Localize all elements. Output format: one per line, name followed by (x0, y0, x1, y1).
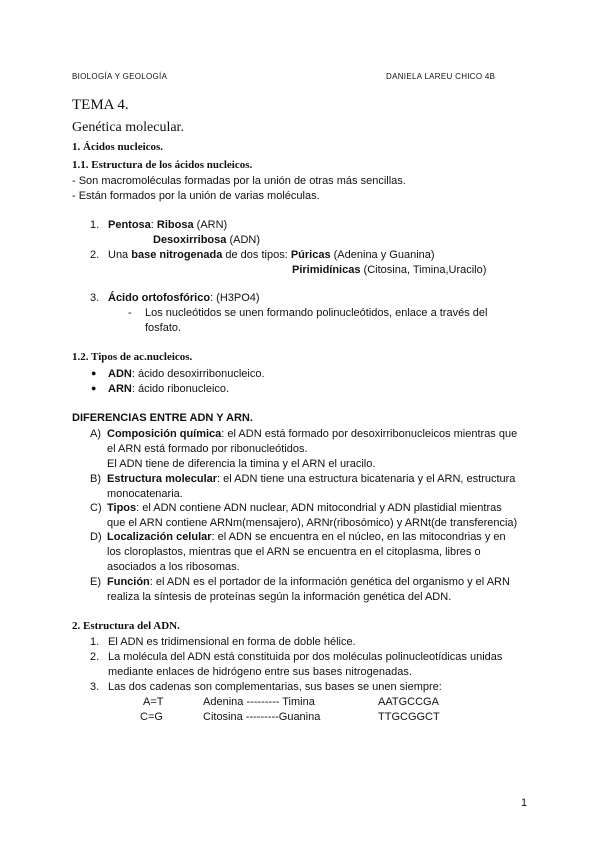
list-number: 1. (90, 219, 100, 231)
sequence-2: TTGCGGCT (378, 711, 440, 723)
diff-d-line-3: asociados a los ribosomas. (107, 561, 240, 573)
intro-line-2: - Están formados por la unión de varias moléculas. (72, 190, 320, 202)
diff-letter-e: E) (90, 576, 101, 588)
term-base-nitrogenada: base nitrogenada (131, 249, 223, 261)
header-subject: BIOLOGÍA Y GEOLOGÍA (72, 72, 168, 81)
list-item-desoxirribosa: Desoxirribosa (ADN) (153, 234, 260, 246)
term-ribosa: Ribosa (156, 219, 194, 231)
diff-b-line-2: monocatenaria. (107, 488, 183, 500)
pair-at: A=T (143, 696, 164, 708)
term-acido-ortofosforico: Ácido ortofosfórico (108, 292, 211, 304)
page-number: 1 (521, 797, 528, 809)
list-item-pentosa: Pentosa: Ribosa (ARN) (108, 219, 228, 231)
bullet-icon: ● (91, 368, 97, 378)
diff-a-line-3: El ADN tiene de diferencia la timina y el ARN el uracilo. (107, 458, 376, 470)
structure-item-2-line-2: mediante enlaces de hidrógeno entre sus bases nitrogenadas. (108, 666, 412, 678)
list-number: 1. (90, 636, 100, 648)
diff-d-line-2: los cloroplastos, mientras que el ARN se encuentra en el citoplasma, libres o (107, 546, 481, 558)
nucleotide-line-1: Los nucleótidos se unen formando polinucleótidos, enlace a través del (145, 307, 488, 319)
header-author: DANIELA LAREU CHICO 4B (386, 72, 496, 81)
diff-e-line-2: realiza la síntesis de proteínas según la información genética del ADN. (107, 591, 452, 603)
differences-heading: DIFERENCIAS ENTRE ADN Y ARN. (72, 412, 253, 424)
section-1-1-heading: 1.1. Estructura de los ácidos nucleicos. (72, 159, 253, 171)
list-number: 3. (90, 681, 100, 693)
nucleotide-line-2: fosfato. (145, 322, 182, 334)
diff-letter-a: A) (90, 428, 101, 440)
term-puricas: Púricas (290, 249, 331, 261)
section-1-heading: 1. Ácidos nucleicos. (72, 141, 164, 153)
structure-item-3: Las dos cadenas son complementarias, sus bases se unen siempre: (108, 681, 442, 693)
diff-letter-d: D) (90, 531, 102, 543)
structure-item-1: El ADN es tridimensional en forma de doble hélice. (108, 636, 356, 648)
section-2-heading: 2. Estructura del ADN. (72, 620, 180, 632)
term-desoxirribosa: Desoxirribosa (153, 234, 227, 246)
structure-item-2-line-1: La molécula del ADN está constituida por dos moléculas polinucleotídicas unidas (108, 651, 503, 663)
diff-c-line-1: Tipos: el ADN contiene ADN nuclear, ADN mitocondrial y ADN plastidial mientras (107, 502, 502, 514)
diff-a-line-1: Composición química: el ADN está formado por desoxirribonucleicos mientras que (107, 428, 518, 440)
pair-cg: C=G (140, 711, 163, 723)
list-item-base: Una base nitrogenada de dos tipos: Púricas (Adenina y Guanina) (108, 249, 435, 261)
term-pirimidinicas: Pirimidínicas (292, 264, 361, 276)
diff-c-line-2: que el ARN contiene ARNm(mensajero), ARNr(ribosómico) y ARNt(de transferencia) (107, 517, 518, 529)
diff-d-line-1: Localización celular: el ADN se encuentra en el núcleo, en las mitocondrias y en (107, 531, 506, 543)
diff-e-line-1: Función: el ADN es el portador de la información genética del organismo y el ARN (107, 576, 510, 588)
diff-b-line-1: Estructura molecular: el ADN tiene una estructura bicatenaria y el ARN, estructura (107, 473, 516, 485)
intro-line-1: - Son macromoléculas formadas por la unión de otras más sencillas. (72, 175, 406, 187)
diff-letter-c: C) (90, 502, 102, 514)
sub-bullet-dash: - (128, 307, 132, 319)
list-item-arn: ARN: ácido ribonucleico. (108, 383, 230, 395)
sequence-1: AATGCCGA (378, 696, 439, 708)
page-subtitle: Genética molecular. (72, 120, 184, 135)
list-number: 2. (90, 651, 100, 663)
page-title: TEMA 4. (72, 97, 129, 113)
bullet-icon: ● (91, 383, 97, 393)
pair-at-desc: Adenina --------- Timina (203, 696, 315, 708)
list-item-adn: ADN: ácido desoxirribonucleico. (108, 368, 265, 380)
diff-a-line-2: el ARN está formado por ribonucleótidos. (107, 443, 308, 455)
list-number: 2. (90, 249, 100, 261)
list-item-acido: Ácido ortofosfórico: (H3PO4) (108, 292, 260, 304)
pair-cg-desc: Citosina ---------Guanina (203, 711, 321, 723)
term-pentosa: Pentosa (108, 219, 151, 231)
diff-letter-b: B) (90, 473, 101, 485)
list-number: 3. (90, 292, 100, 304)
list-item-pirimidinicas: Pirimidínicas (Citosina, Timina,Uracilo) (292, 264, 487, 276)
section-1-2-heading: 1.2. Tipos de ac.nucleicos. (72, 351, 193, 363)
